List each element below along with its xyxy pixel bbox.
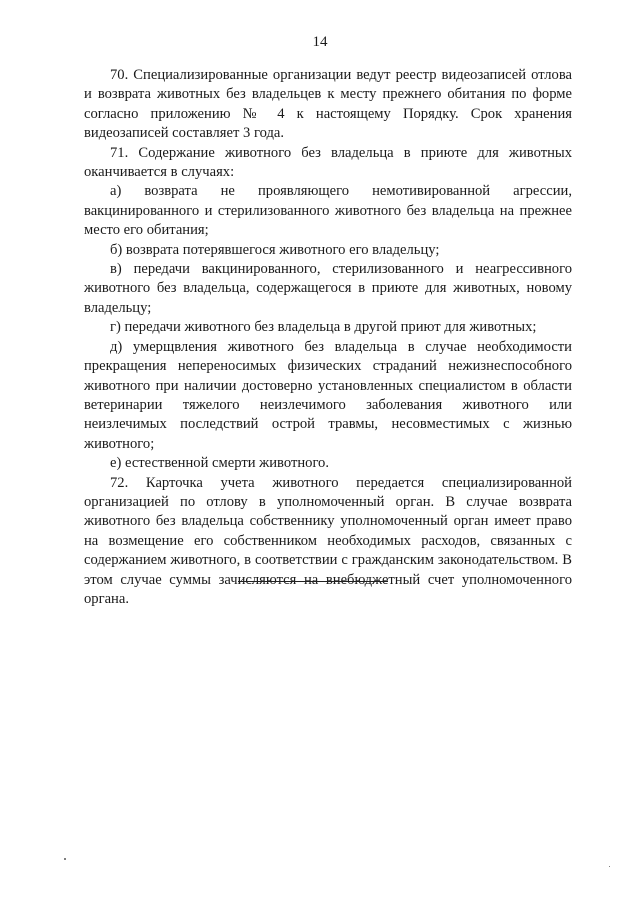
paragraph-71-item-g: г) передачи животного без владельца в другой приют для животных;: [110, 319, 537, 336]
paragraph-70: 70. Специализированные организации ведут реестр видеозаписей отлова и возврата животных без владельцев к месту прежнего обитания по форме согласно приложению № 4 к настоящему Порядку. Срок хранения видеозаписей составляет 3 года.: [84, 67, 572, 142]
paragraph-71-item-a: а) возврата не проявляющего немотивированной агрессии, вакцинированного и стерилизованного животного без владельца на прежнее место его обитания;: [84, 183, 572, 239]
scan-speck: [64, 858, 66, 860]
closing-divider-line: [238, 581, 388, 582]
paragraph-71-item-v: в) передачи вакцинированного, стерилизованного и неагрессивного животного без владельца, содержащегося в приюте для животных, новому владельцу;: [84, 261, 572, 316]
paragraph-71-item-b: б) возврата потерявшегося животного его владельцу;: [110, 241, 440, 258]
paragraph-72: 72. Карточка учета животного передается специализированной организацией по отлову в уполномоченный орган. В случае возврата животного без владельца собственнику уполномоченный орган имеет право на возмещение его собственником необходимых расходов, связанных с содержанием животного, в соответствии с гражданским законодательством. В этом случае суммы зачисляются на внебюджетный счет уполномоченного органа.: [84, 474, 572, 607]
page-number: 14: [312, 34, 328, 50]
scan-speck: [609, 866, 610, 867]
paragraph-71: 71. Содержание животного без владельца в приюте для животных оканчивается в случаях:: [84, 144, 572, 181]
paragraph-71-item-e: е) естественной смерти животного.: [110, 455, 330, 472]
paragraph-71-item-d: д) умерщвления животного без владельца в случае необходимости прекращения непереносимых физических страданий нежизнеспособного животного при наличии достоверно установленных специалистом в области ветеринарии тяжелого неизлечимого заболевания животного или неизлечимых последствий острой травмы, несовместимых с жизнью животного;: [84, 338, 572, 452]
document-body: [84, 66, 572, 609]
